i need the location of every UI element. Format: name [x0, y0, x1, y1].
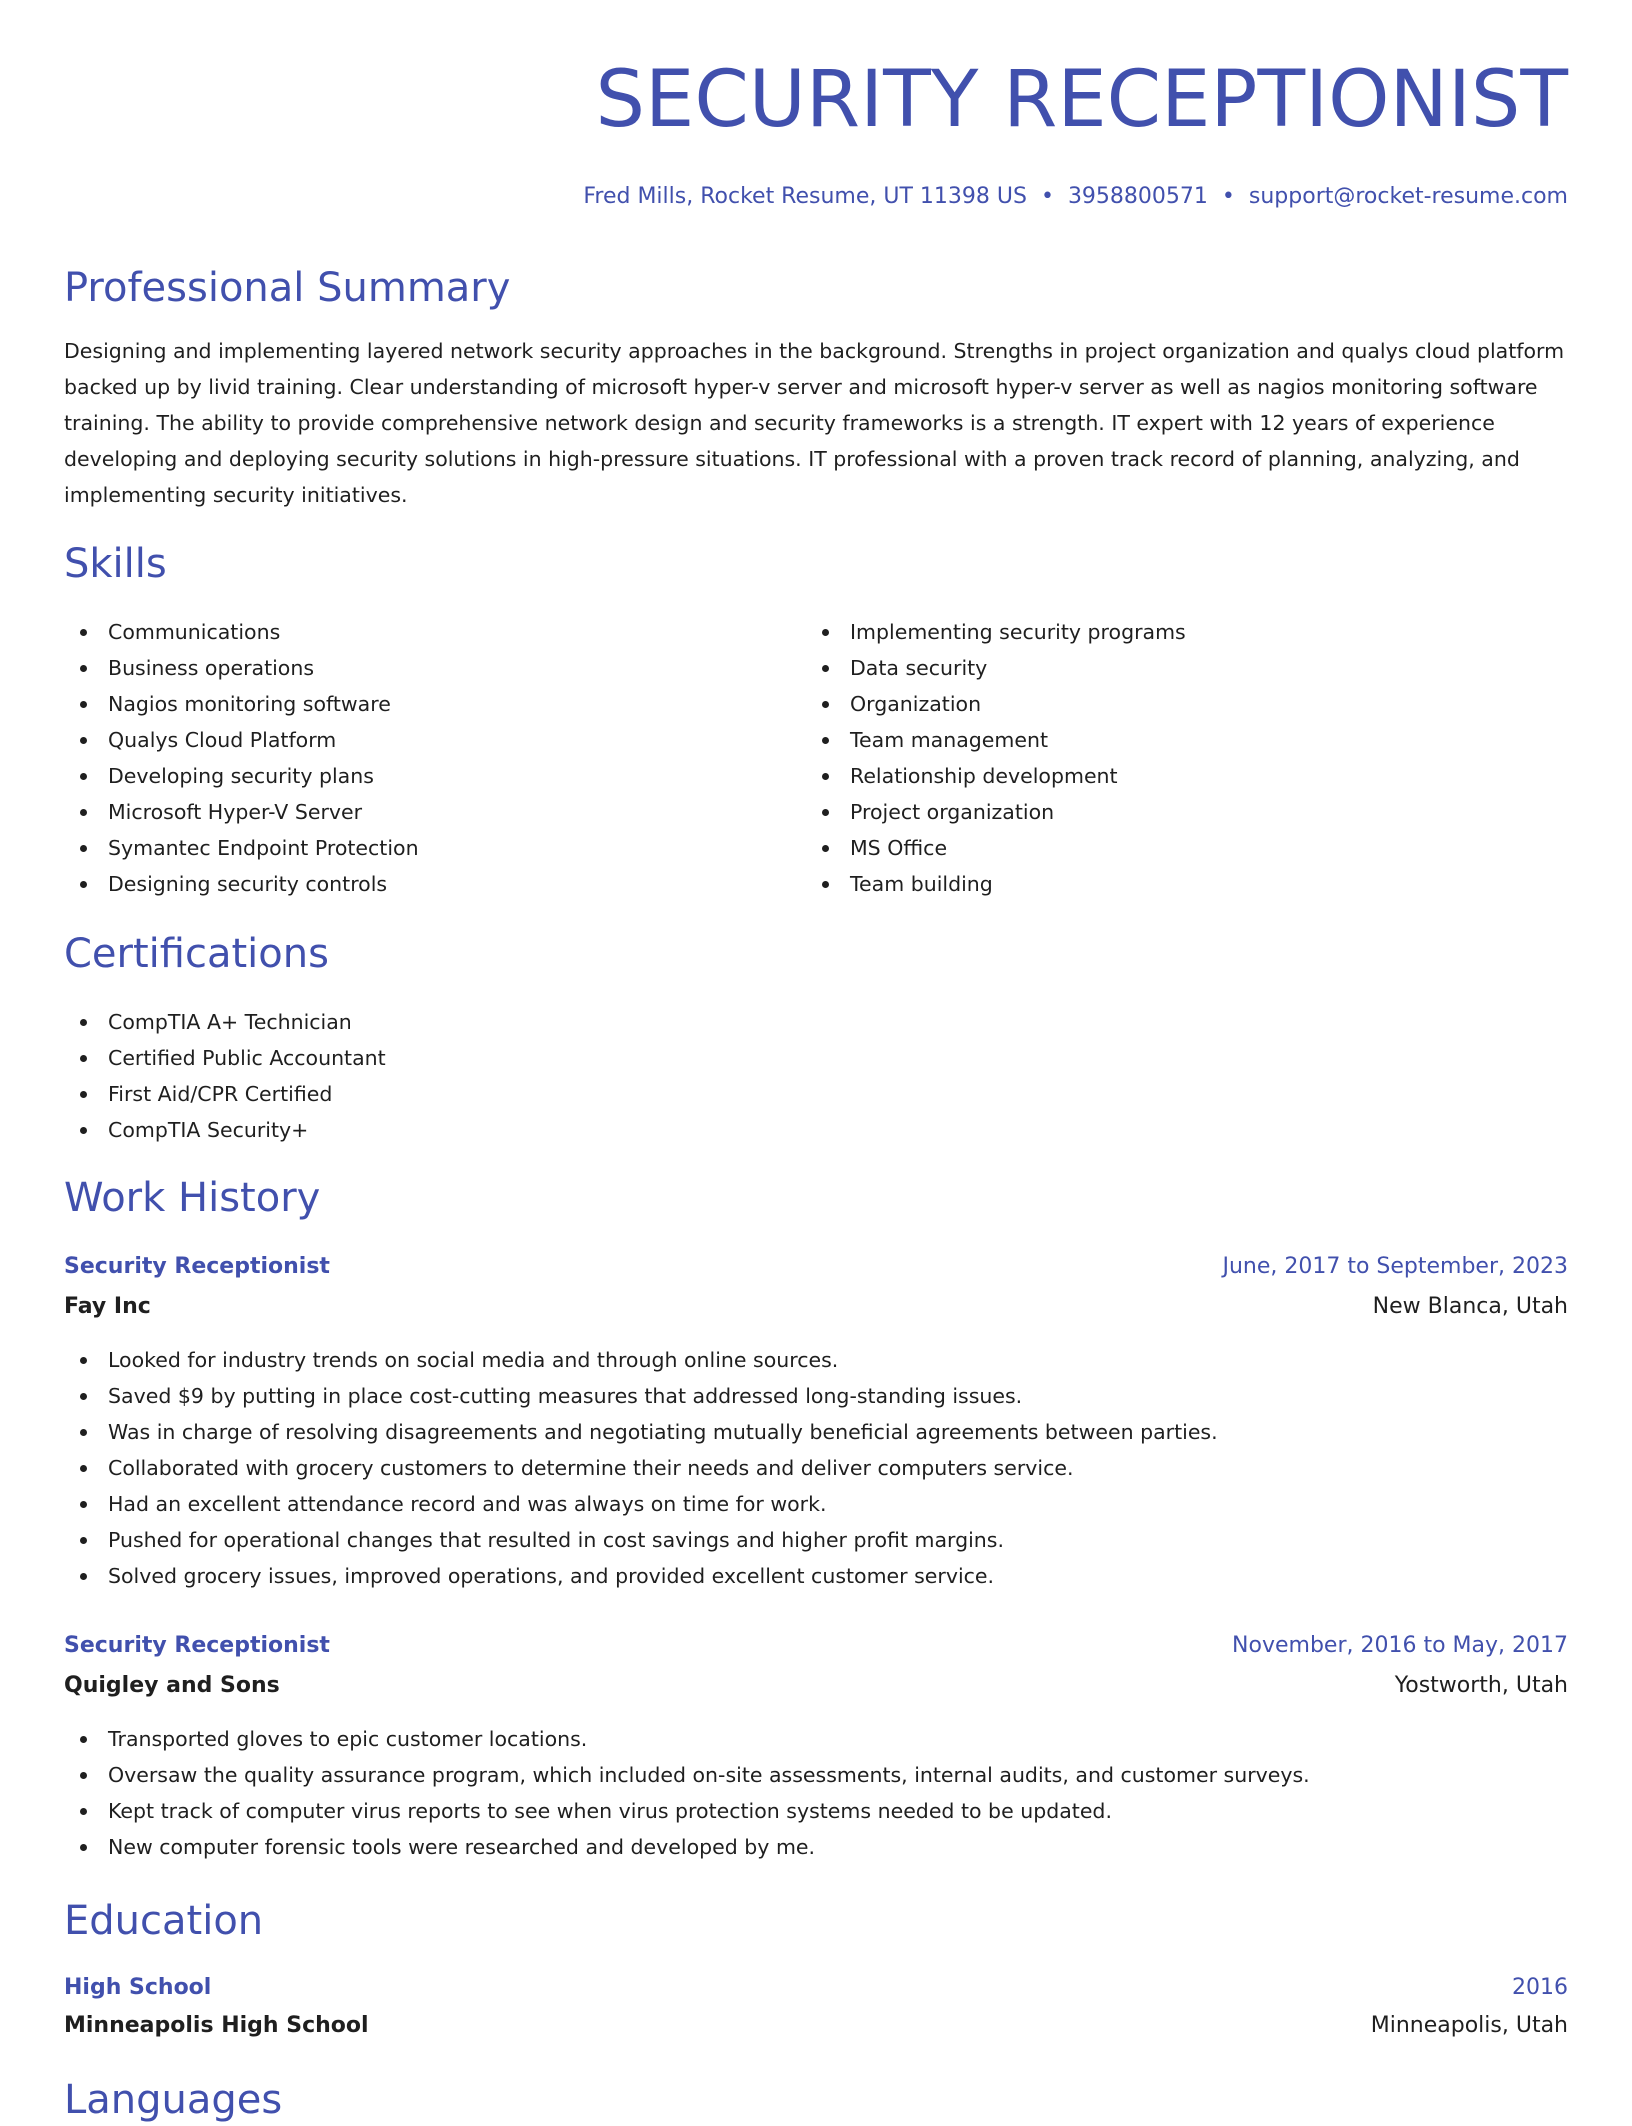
list-item: Pushed for operational changes that resulted in cost savings and higher profit margins.: [64, 1522, 1218, 1558]
job-company: Quigley and Sons: [64, 1673, 280, 1698]
list-item: Symantec Endpoint Protection: [64, 830, 419, 866]
list-item: Implementing security programs: [806, 614, 1186, 650]
job-title-row: [64, 1628, 1568, 1664]
job-location: New Blanca, Utah: [1372, 1294, 1568, 1319]
list-item: Relationship development: [806, 758, 1186, 794]
list-item: Designing security controls: [64, 866, 419, 902]
education-degree-row: [64, 1970, 1568, 2006]
bullet-icon: [80, 1019, 87, 1026]
job-dates: November, 2016 to May, 2017: [1232, 1633, 1568, 1658]
list-item: Business operations: [64, 650, 419, 686]
list-item: Communications: [64, 614, 419, 650]
job-bullets: [64, 1342, 1218, 1594]
list-item: Had an excellent attendance record and was always on time for work.: [64, 1486, 1218, 1522]
education-location: Minneapolis, Utah: [1370, 2013, 1568, 2038]
education-year: 2016: [1512, 1975, 1568, 2000]
bullet-icon: [80, 881, 87, 888]
bullet-icon: [80, 1055, 87, 1062]
job-company: Fay Inc: [64, 1294, 151, 1319]
bullet-icon: [822, 881, 829, 888]
list-item: First Aid/CPR Certified: [64, 1076, 386, 1112]
job-title-row: [64, 1249, 1568, 1285]
bullet-icon: [80, 1501, 87, 1508]
bullet-icon: [822, 845, 829, 852]
list-item: Organization: [806, 686, 1186, 722]
bullet-icon: [80, 773, 87, 780]
list-item: Qualys Cloud Platform: [64, 722, 419, 758]
list-item: Team management: [806, 722, 1186, 758]
bullet-icon: [80, 1357, 87, 1364]
list-item: Nagios monitoring software: [64, 686, 419, 722]
list-item: Oversaw the quality assurance program, which included on-site assessments, internal audits, and customer surveys.: [64, 1757, 1310, 1793]
list-item: Microsoft Hyper-V Server: [64, 794, 419, 830]
bullet-icon: [822, 701, 829, 708]
skills-list-right: [806, 614, 1186, 902]
list-item: Kept track of computer virus reports to see when virus protection systems needed to be updated.: [64, 1793, 1310, 1829]
list-item: Saved $9 by putting in place cost-cutting measures that addressed long-standing issues.: [64, 1378, 1218, 1414]
contact-phone: 3958800571: [1067, 184, 1208, 209]
list-item: CompTIA A+ Technician: [64, 1004, 386, 1040]
skills-list-left: [64, 614, 419, 902]
list-item: Data security: [806, 650, 1186, 686]
education-school: Minneapolis High School: [64, 2013, 369, 2038]
bullet-icon: [80, 737, 87, 744]
bullet-icon: [822, 665, 829, 672]
contact-line: [583, 180, 1568, 214]
job-location: Yostworth, Utah: [1394, 1673, 1568, 1698]
bullet-icon: [80, 1393, 87, 1400]
bullet-icon: [80, 1091, 87, 1098]
bullet-icon: [80, 1808, 87, 1815]
certifications-heading: Certifications: [64, 931, 329, 977]
bullet-icon: [822, 629, 829, 636]
bullet-icon: [80, 1429, 87, 1436]
job-role: Security Receptionist: [64, 1633, 330, 1658]
contact-separator: •: [1221, 184, 1235, 209]
contact-address: Fred Mills, Rocket Resume, UT 11398 US: [583, 184, 1027, 209]
list-item: CompTIA Security+: [64, 1112, 386, 1148]
list-item: Solved grocery issues, improved operations, and provided excellent customer service.: [64, 1558, 1218, 1594]
list-item: Developing security plans: [64, 758, 419, 794]
list-item: Was in charge of resolving disagreements and negotiating mutually beneficial agreements between parties.: [64, 1414, 1218, 1450]
job-dates: June, 2017 to September, 2023: [1222, 1254, 1568, 1279]
bullet-icon: [80, 809, 87, 816]
bullet-icon: [822, 737, 829, 744]
list-item: Looked for industry trends on social media and through online sources.: [64, 1342, 1218, 1378]
bullet-icon: [80, 1573, 87, 1580]
bullet-icon: [80, 701, 87, 708]
summary-text: Designing and implementing layered network security approaches in the background. Strengths in project organization and qualys cloud platform backed up by livid training. Clear understanding of microsoft hyper-v server and microsoft hyper-v server as well as nagios monitoring software training. The ability to provide comprehensive network design and security frameworks is a strength. IT expert with 12 years of experience developing and deploying security solutions in high-pressure situations. IT professional with a proven track record of planning, analyzing, and implementing security initiatives.: [64, 339, 1565, 507]
job-company-row: [64, 1668, 1568, 1704]
contact-email[interactable]: support@rocket-resume.com: [1248, 184, 1568, 209]
work-history-heading: Work History: [64, 1175, 321, 1221]
resume-title: SECURITY RECEPTIONIST: [595, 55, 1568, 145]
list-item: New computer forensic tools were researched and developed by me.: [64, 1829, 1310, 1865]
bullet-icon: [822, 773, 829, 780]
bullet-icon: [80, 1127, 87, 1134]
list-item: Transported gloves to epic customer locations.: [64, 1721, 1310, 1757]
job-role: Security Receptionist: [64, 1254, 330, 1279]
certifications-list: [64, 1004, 386, 1148]
list-item: Team building: [806, 866, 1186, 902]
job-company-row: [64, 1289, 1568, 1325]
bullet-icon: [80, 845, 87, 852]
languages-heading: Languages: [64, 2077, 283, 2123]
bullet-icon: [822, 809, 829, 816]
bullet-icon: [80, 1772, 87, 1779]
list-item: Collaborated with grocery customers to determine their needs and deliver computers service.: [64, 1450, 1218, 1486]
list-item: MS Office: [806, 830, 1186, 866]
contact-separator: •: [1040, 184, 1054, 209]
bullet-icon: [80, 1465, 87, 1472]
education-heading: Education: [64, 1898, 264, 1944]
list-item: Certified Public Accountant: [64, 1040, 386, 1076]
bullet-icon: [80, 1537, 87, 1544]
job-bullets: [64, 1721, 1310, 1865]
summary-heading: Professional Summary: [64, 265, 511, 311]
bullet-icon: [80, 1844, 87, 1851]
bullet-icon: [80, 629, 87, 636]
list-item: Project organization: [806, 794, 1186, 830]
skills-heading: Skills: [64, 541, 167, 587]
bullet-icon: [80, 1736, 87, 1743]
education-degree: High School: [64, 1975, 212, 2000]
education-school-row: [64, 2008, 1568, 2044]
bullet-icon: [80, 665, 87, 672]
